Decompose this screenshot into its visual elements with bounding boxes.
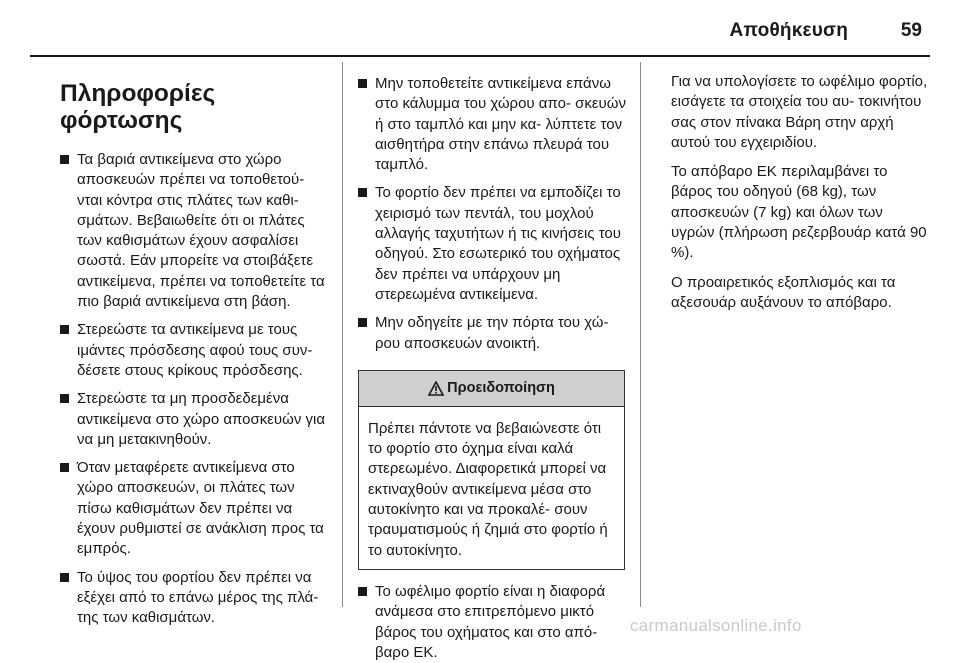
warning-title: Προειδοποίηση [447,380,555,397]
bullet-icon [60,394,69,403]
list-item [358,74,626,175]
bullet-icon [358,188,367,197]
list-item [60,458,332,559]
list-item-text: Το ωφέλιμο φορτίο είναι η διαφορά ανάμεσα στο επιτρεπόμενο μικτό βάρος του οχήματος και στο από- βαρο ΕΚ. [375,582,606,661]
list-item [60,389,332,450]
warning-triangle-icon [428,381,444,396]
column-1 [60,62,332,629]
page-header [0,0,960,60]
list-item [358,313,626,354]
bullet-list-1 [60,150,332,629]
list-item [60,320,332,381]
bullet-icon [60,463,69,472]
page-number: 59 [900,20,922,41]
watermark-text: carmanualsonline.info [630,616,802,635]
paragraph: Το απόβαρο ΕΚ περιλαμβάνει το βάρος του οδηγού (68 kg), των αποσκευών (7 kg) και όλων των υγρών (πλήρωση ρεζερβουάρ κατά 90 %). [671,163,927,262]
bullet-icon [60,573,69,582]
list-item-text: Μην τοποθετείτε αντικείμενα επάνω στο κάλυμμα του χώρου απο- σκευών ή στο ταμπλό και μην κα- λύπτετε τον αισθητήρα στην επάνω πλευρά του ταμπλό. [375,75,626,174]
page-heading: Πληροφορίες φόρτωσης [60,80,216,134]
warning-text: Πρέπει πάντοτε να βεβαιώνεστε ότι το φορτίο στο όχημα είναι καλά στερεωμένο. Διαφορετικά μπορεί να εκτιναχθούν αντικείμενα μέσα στο αυτοκίνητο και να προκαλέ- σουν τραυματισμούς ή ζημιά στο φορτίο ή το αυτοκίνητο. [368,419,608,559]
header-divider [30,55,930,57]
list-item [60,568,332,629]
list-item-text: Τα βαριά αντικείμενα στο χώρο αποσκευών πρέπει να τοποθετού- νται κόντρα στις πλάτες των καθι- σμάτων. Βεβαιωθείτε ότι οι πλάτες των καθισμάτων έχουν ασφαλίσει σωστά. Εάν μπορείτε να στοιβάξετε αντικείμενα, πρέπει να τοποθετείτε τα πιο βαριά αντικείμενα στη βάση. [77,151,325,311]
list-item [358,183,626,305]
warning-header [359,371,624,407]
paragraph: Για να υπολογίσετε το ωφέλιμο φορτίο, εισάγετε τα στοιχεία του αυ- τοκινήτου σας στον πίνακα Βάρη στην αρχή αυτού του εγχειριδίου. [671,73,928,151]
paragraph: Ο προαιρετικός εξοπλισμός και τα αξεσουάρ αυξάνουν το απόβαρο. [671,273,896,311]
bullet-icon [358,318,367,327]
list-item [358,582,626,663]
list-item-text: Στερεώστε τα μη προσδεδεμένα αντικείμενα στο χώρο αποσκευών για να μη μετακινηθούν. [77,390,326,448]
list-item-text: Στερεώστε τα αντικείμενα με τους ιμάντες πρόσδεσης αφού τους συν- δέσετε στους κρίκους πρόσδεσης. [77,321,313,379]
column-divider-1 [342,62,343,607]
bullet-icon [60,325,69,334]
bullet-icon [358,79,367,88]
bullet-icon [358,587,367,596]
list-item-text: Το ύψος του φορτίου δεν πρέπει να εξέχει από το επάνω μέρος της πλά- της των καθισμάτων. [77,568,319,627]
bullet-list-3 [358,582,626,663]
bullet-icon [60,155,69,164]
column-3 [671,62,929,322]
list-item-text: Το φορτίο δεν πρέπει να εμποδίζει το χειρισμό των πεντάλ, του μοχλού αλλαγής ταχυτήτων ή τις κινήσεις του οδηγού. Στο εσωτερικό του οχήματος δεν πρέπει να υπάρχουν μη στερεωμένα αντικείμενα. [375,184,621,303]
list-item [60,150,332,312]
bullet-list-2 [358,74,626,354]
list-item-text: Όταν μεταφέρετε αντικείμενα στο χώρο αποσκευών, οι πλάτες των πίσω καθισμάτων δεν πρέπει να έχουν ρυθμιστεί σε ανάκλιση προς τα εμπρός. [77,459,324,558]
section-title: Αποθήκευση [729,20,848,41]
column-divider-2 [640,62,641,607]
list-item-text: Μην οδηγείτε με την πόρτα του χώ- ρου αποσκευών ανοικτή. [375,314,609,352]
column-2 [358,62,626,663]
warning-box [358,370,625,570]
